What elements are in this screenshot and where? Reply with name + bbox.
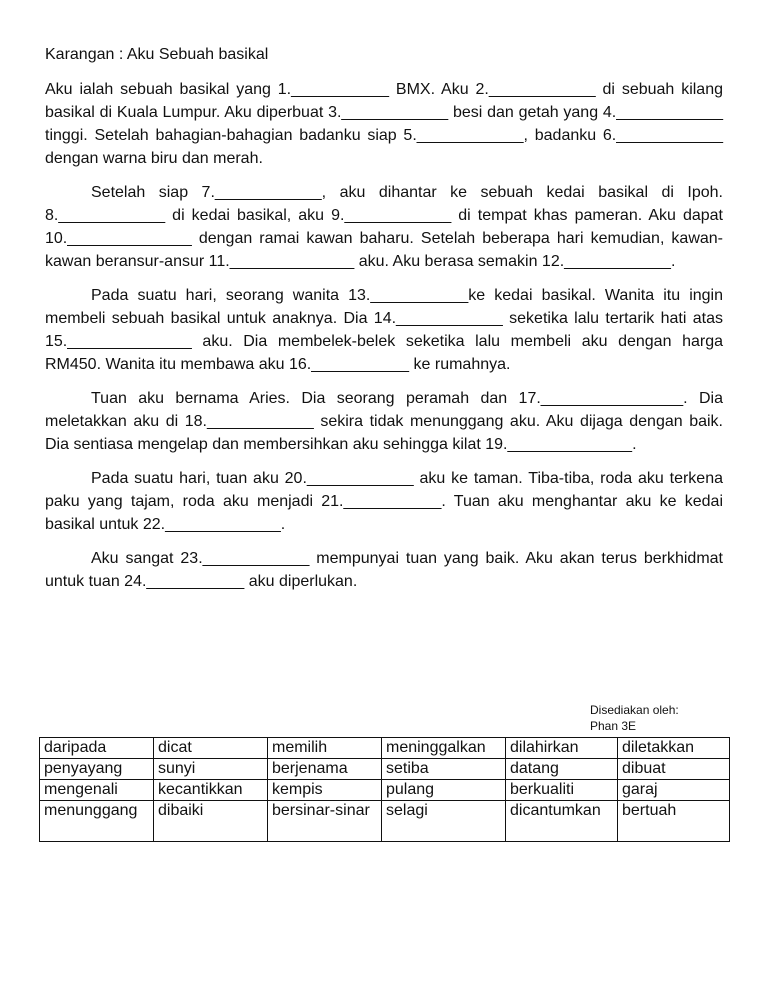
word-cell: setiba xyxy=(382,759,506,780)
table-row xyxy=(40,738,730,759)
word-cell: sunyi xyxy=(154,759,268,780)
prepared-by-note xyxy=(590,702,679,734)
paragraph-5: Pada suatu hari, tuan aku 20.____________ aku ke taman. Tiba-tiba, roda aku terkena paku yang tajam, roda aku menjadi 21.___________. Tuan aku menghantar aku ke kedai basikal untuk 22._____________. xyxy=(45,470,723,533)
paragraph-4: Tuan aku bernama Aries. Dia seorang peramah dan 17.________________. Dia meletakkan aku di 18.____________ sekira tidak menunggang aku. Aku dijaga dengan baik. Dia sentiasa mengelap dan membersihkan aku sehingga kilat 19.______________. xyxy=(45,390,723,453)
word-cell: selagi xyxy=(382,801,506,842)
word-cell: dibuat xyxy=(618,759,730,780)
word-cell: penyayang xyxy=(40,759,154,780)
prepared-by-label: Disediakan oleh: xyxy=(590,703,679,717)
table-row xyxy=(40,801,730,842)
word-cell: dilahirkan xyxy=(506,738,618,759)
paragraph-3: Pada suatu hari, seorang wanita 13.___________ke kedai basikal. Wanita itu ingin membeli sebuah basikal untuk anaknya. Dia 14.____________ seketika lalu tertarik hati atas 15.______________ aku. Dia membelek-belek seketika lalu membeli aku dengan harga RM450. Wanita itu membawa aku 16.___________ ke rumahnya. xyxy=(45,287,723,373)
word-cell: mengenali xyxy=(40,780,154,801)
word-cell: berkualiti xyxy=(506,780,618,801)
word-cell: garaj xyxy=(618,780,730,801)
word-cell: meninggalkan xyxy=(382,738,506,759)
word-cell: dicantumkan xyxy=(506,801,618,842)
word-cell: memilih xyxy=(268,738,382,759)
essay-title: Karangan : Aku Sebuah basikal xyxy=(45,46,269,63)
word-cell: diletakkan xyxy=(618,738,730,759)
paragraph-1: Aku ialah sebuah basikal yang 1.___________ BMX. Aku 2.____________ di sebuah kilang basikal di Kuala Lumpur. Aku diperbuat 3.____________ besi dan getah yang 4.____________ tinggi. Setelah bahagian-bahagian badanku siap 5.____________, badanku 6.____________ dengan warna biru dan merah. xyxy=(45,81,723,167)
word-cell: daripada xyxy=(40,738,154,759)
word-bank-table xyxy=(39,737,730,842)
table-row xyxy=(40,780,730,801)
word-cell: bertuah xyxy=(618,801,730,842)
prepared-by-name: Phan 3E xyxy=(590,719,637,733)
word-cell: datang xyxy=(506,759,618,780)
word-cell: berjenama xyxy=(268,759,382,780)
word-cell: bersinar-sinar xyxy=(268,801,382,842)
paragraph-2: Setelah siap 7.____________, aku dihantar ke sebuah kedai basikal di Ipoh. 8.____________ di kedai basikal, aku 9.____________ di tempat khas pameran. Aku dapat 10.______________ dengan ramai kawan baharu. Setelah beberapa hari kemudian, kawan-kawan beransur-ansur 11.______________ aku. Aku berasa semakin 12.____________. xyxy=(45,184,723,270)
word-cell: dicat xyxy=(154,738,268,759)
word-cell: menunggang xyxy=(40,801,154,842)
paragraph-6: Aku sangat 23.____________ mempunyai tuan yang baik. Aku akan terus berkhidmat untuk tuan 24.___________ aku diperlukan. xyxy=(45,550,723,590)
word-cell: kecantikkan xyxy=(154,780,268,801)
word-cell: kempis xyxy=(268,780,382,801)
worksheet xyxy=(45,44,723,604)
word-cell: pulang xyxy=(382,780,506,801)
word-cell: dibaiki xyxy=(154,801,268,842)
table-row xyxy=(40,759,730,780)
